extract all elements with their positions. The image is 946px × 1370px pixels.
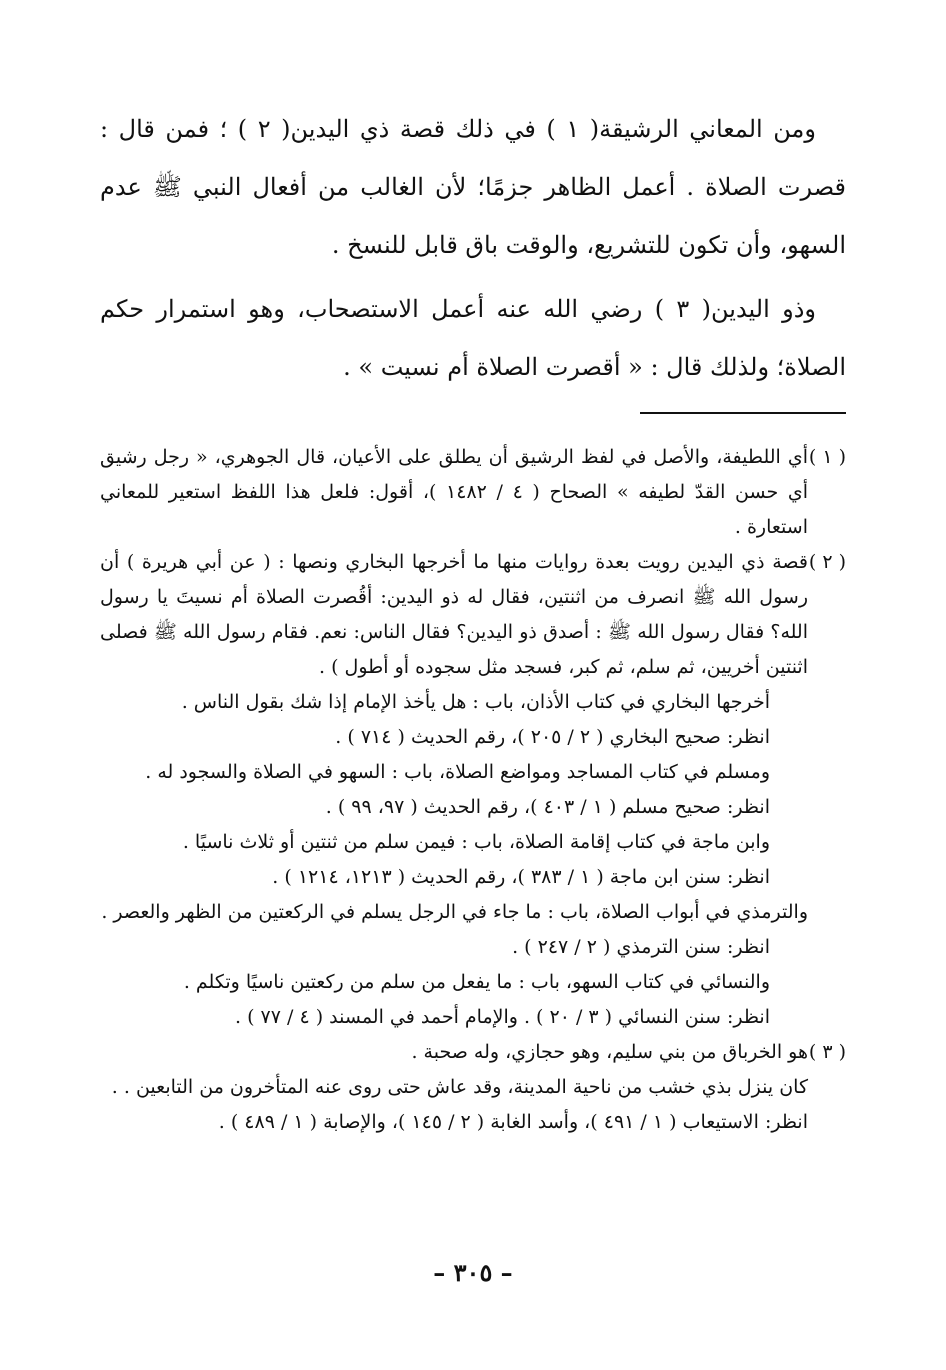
reference-line: انظر: سنن النسائي ( ٣ / ٢٠ ) . والإمام أحمد في المسند ( ٤ / ٧٧ ) . bbox=[235, 1006, 770, 1028]
reference-line: ومسلم في كتاب المساجد ومواضع الصلاة، باب : السهو في الصلاة والسجود له . bbox=[145, 761, 770, 783]
reference-line: انظر: صحيح مسلم ( ١ / ٤٠٣ )، رقم الحديث ( ٩٧، ٩٩ ) . bbox=[325, 796, 770, 818]
footnote-3 bbox=[100, 1035, 846, 1070]
main-text bbox=[100, 100, 846, 396]
reference-line: انظر: الاستيعاب ( ١ / ٤٩١ )، وأسد الغابة ( ٢ / ١٤٥ )، والإصابة ( ١ / ٤٨٩ ) . bbox=[218, 1111, 808, 1133]
paragraph-2: وذو اليدين( ٣ ) رضي الله عنه أعمل الاستصحاب، وهو استمرار حكم الصلاة؛ ولذلك قال : « أقصرت الصلاة أم نسيت » . bbox=[100, 295, 846, 381]
paragraph-1: ومن المعاني الرشيقة( ١ ) في ذلك قصة ذي اليدين( ٢ ) ؛ فمن قال : قصرت الصلاة . أعمل الظاهر جزمًا؛ لأن الغالب من أفعال النبي ﷺ عدم السهو، وأن تكون للتشريع، والوقت باق قابل للنسخ . bbox=[100, 115, 846, 259]
footnote-number: ( ٢ ) bbox=[808, 551, 846, 573]
reference-line: انظر: صحيح البخاري ( ٢ / ٢٠٥ )، رقم الحديث ( ٧١٤ ) . bbox=[335, 726, 770, 748]
footnote-divider bbox=[640, 412, 846, 414]
footnotes bbox=[100, 440, 846, 1140]
footnote-text: هو الخرباق من بني سليم، وهو حجازي، وله صحبة . bbox=[411, 1041, 808, 1063]
footnote-2-references bbox=[100, 685, 846, 1035]
reference-line: أخرجها البخاري في كتاب الأذان، باب : هل يأخذ الإمام إذا شك بقول الناس . bbox=[181, 691, 770, 713]
footnote-2 bbox=[100, 545, 846, 685]
page-number: – ٣٠٥ – bbox=[433, 1258, 513, 1287]
footnote-number: ( ١ ) bbox=[808, 446, 846, 468]
reference-line: انظر: سنن ابن ماجة ( ١ / ٣٨٣ )، رقم الحديث ( ١٢١٣، ١٢١٤ ) . bbox=[272, 866, 770, 888]
reference-line: وابن ماجة في كتاب إقامة الصلاة، باب : فيمن سلم من ثنتين أو ثلاث ناسيًا . bbox=[182, 831, 770, 853]
reference-line: كان ينزل بذي خشب من ناحية المدينة، وقد عاش حتى روى عنه المتأخرون من التابعين . . bbox=[111, 1076, 808, 1098]
reference-line: والترمذي في أبواب الصلاة، باب : ما جاء في الرجل يسلم في الركعتين من الظهر والعصر . bbox=[101, 901, 808, 923]
document-page bbox=[100, 100, 846, 1140]
footnote-3-references bbox=[100, 1070, 846, 1140]
footnote-number: ( ٣ ) bbox=[808, 1041, 846, 1063]
reference-line: انظر: سنن الترمذي ( ٢ / ٢٤٧ ) . bbox=[512, 936, 770, 958]
footnote-text: قصة ذي اليدين رويت بعدة روايات منها ما أخرجها البخاري ونصها : ( عن أبي هريرة ) أن رسول الله ﷺ انصرف من اثنتين، فقال له ذو اليدين: أقُصرت الصلاة أم نسيتَ يا رسول الله؟ فقال رسول الله ﷺ : أصدق ذو اليدين؟ فقال الناس: نعم. فقام رسول الله ﷺ فصلى اثنتين أخريين، ثم سلم، ثم كبر، فسجد مثل سجوده أو أطول ) . bbox=[100, 551, 808, 678]
footnote-text: أي اللطيفة، والأصل في لفظ الرشيق أن يطلق على الأعيان، قال الجوهري، « رجل رشيق أي حسن القدّ لطيفه » الصحاح ( ٤ / ١٤٨٢ )، أقول: فلعل هذا اللفظ استعير للمعاني استعارة . bbox=[100, 446, 809, 538]
footnote-1 bbox=[100, 440, 846, 545]
reference-line: والنسائي في كتاب السهو، باب : ما يفعل من سلم من ركعتين ناسيًا وتكلم . bbox=[183, 971, 770, 993]
